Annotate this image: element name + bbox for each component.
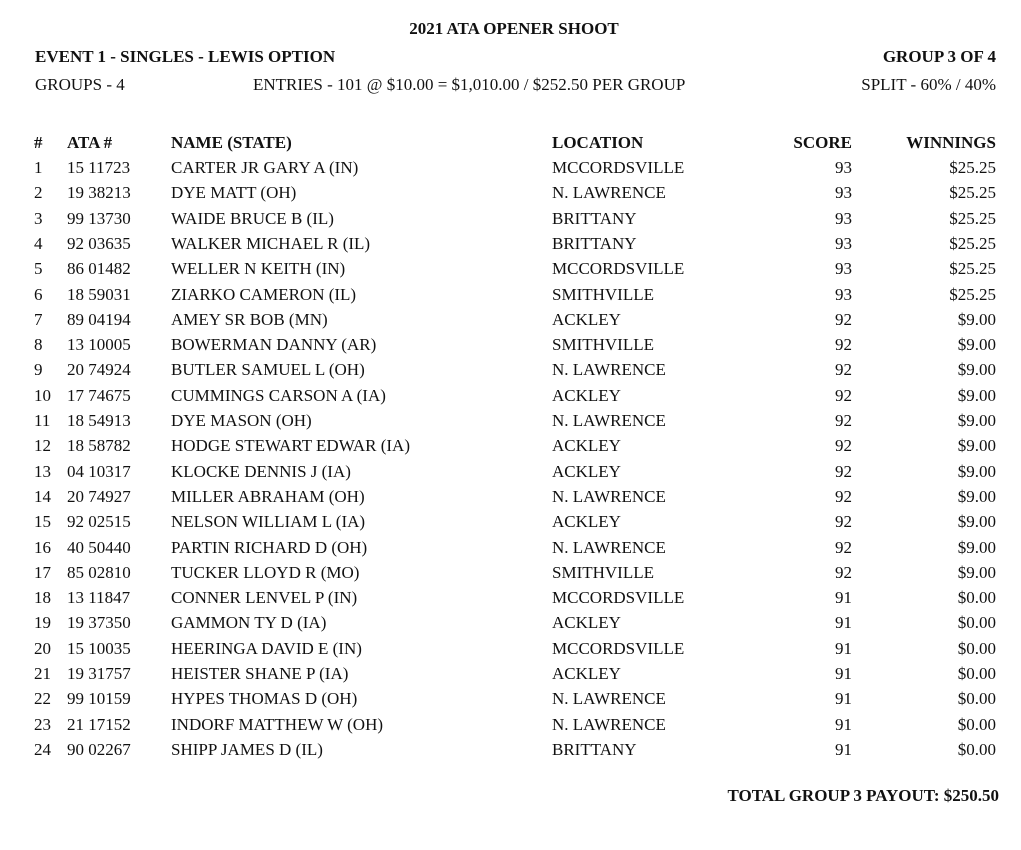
table-row <box>0 462 1021 487</box>
cell-num: 12 <box>34 436 51 456</box>
cell-score: 91 <box>835 714 852 734</box>
cell-score: 91 <box>835 613 852 633</box>
cell-winnings: $0.00 <box>957 588 996 608</box>
cell-score: 91 <box>835 638 852 658</box>
cell-winnings: $25.25 <box>949 208 996 228</box>
header-name: NAME (STATE) <box>171 133 292 152</box>
cell-location: BRITTANY <box>552 739 637 759</box>
cell-name: HEERINGA DAVID E (IN) <box>171 638 362 658</box>
cell-winnings: $9.00 <box>957 309 996 329</box>
cell-name: SHIPP JAMES D (IL) <box>171 739 323 759</box>
table-header <box>0 133 1021 158</box>
cell-num: 21 <box>34 664 51 683</box>
cell-winnings: $9.00 <box>957 411 996 430</box>
cell-name: AMEY SR BOB (MN) <box>171 309 328 329</box>
cell-location: MCCORDSVILLE <box>552 588 685 608</box>
cell-winnings: $25.25 <box>949 259 996 279</box>
cell-score: 93 <box>835 284 852 304</box>
cell-num: 6 <box>34 284 43 304</box>
table-row <box>0 689 1021 714</box>
entries-summary: ENTRIES - 101 @ $10.00 = $1,010.00 / $252.50 PER GROUP <box>253 75 686 94</box>
cell-num: 18 <box>34 588 51 608</box>
cell-ata: 20 74927 <box>67 486 131 506</box>
cell-winnings: $25.25 <box>949 183 996 203</box>
cell-location: ACKLEY <box>552 512 621 532</box>
cell-score: 92 <box>835 360 852 380</box>
cell-num: 14 <box>34 486 51 506</box>
cell-name: BUTLER SAMUEL L (OH) <box>171 360 365 380</box>
cell-location: SMITHVILLE <box>552 284 654 304</box>
cell-name: CUMMINGS CARSON A (IA) <box>171 385 386 405</box>
cell-location: N. LAWRENCE <box>552 411 666 430</box>
table-row <box>0 335 1021 360</box>
cell-ata: 92 03635 <box>67 233 131 253</box>
cell-winnings: $0.00 <box>957 613 996 633</box>
cell-location: BRITTANY <box>552 233 637 253</box>
cell-winnings: $9.00 <box>957 486 996 506</box>
header-location: LOCATION <box>552 133 644 152</box>
cell-score: 92 <box>835 486 852 506</box>
cell-location: ACKLEY <box>552 613 621 633</box>
header-winnings: WINNINGS <box>906 133 996 152</box>
cell-score: 93 <box>835 259 852 279</box>
cell-name: CARTER JR GARY A (IN) <box>171 158 359 177</box>
cell-location: MCCORDSVILLE <box>552 158 685 177</box>
cell-winnings: $9.00 <box>957 360 996 380</box>
groups-count: GROUPS - 4 <box>35 75 125 94</box>
cell-name: HEISTER SHANE P (IA) <box>171 664 349 683</box>
cell-winnings: $25.25 <box>949 158 996 177</box>
table-row <box>0 740 1021 765</box>
table-row <box>0 310 1021 335</box>
cell-ata: 89 04194 <box>67 309 131 329</box>
cell-name: KLOCKE DENNIS J (IA) <box>171 461 351 481</box>
cell-num: 1 <box>34 158 43 177</box>
cell-name: MILLER ABRAHAM (OH) <box>171 486 365 506</box>
event-title: EVENT 1 - SINGLES - LEWIS OPTION <box>35 47 336 66</box>
cell-location: N. LAWRENCE <box>552 360 666 380</box>
cell-winnings: $25.25 <box>949 284 996 304</box>
cell-name: DYE MASON (OH) <box>171 411 312 430</box>
cell-location: N. LAWRENCE <box>552 486 666 506</box>
cell-num: 19 <box>34 613 51 633</box>
table-row <box>0 664 1021 689</box>
cell-score: 92 <box>835 436 852 456</box>
cell-location: ACKLEY <box>552 664 621 683</box>
table-row <box>0 512 1021 537</box>
cell-ata: 20 74924 <box>67 360 131 380</box>
header-num: # <box>34 133 43 152</box>
cell-score: 92 <box>835 537 852 557</box>
report-title: 2021 ATA OPENER SHOOT <box>409 19 619 38</box>
cell-winnings: $9.00 <box>957 461 996 481</box>
cell-name: DYE MATT (OH) <box>171 183 297 203</box>
table-row <box>0 234 1021 259</box>
cell-num: 17 <box>34 562 51 582</box>
cell-num: 7 <box>34 309 43 329</box>
cell-winnings: $0.00 <box>957 638 996 658</box>
cell-location: N. LAWRENCE <box>552 689 666 709</box>
cell-winnings: $0.00 <box>957 739 996 759</box>
cell-winnings: $25.25 <box>949 233 996 253</box>
cell-name: TUCKER LLOYD R (MO) <box>171 562 360 582</box>
cell-num: 16 <box>34 537 51 557</box>
cell-winnings: $9.00 <box>957 537 996 557</box>
cell-winnings: $0.00 <box>957 714 996 734</box>
cell-winnings: $0.00 <box>957 664 996 683</box>
total-payout: TOTAL GROUP 3 PAYOUT: $250.50 <box>727 786 999 805</box>
cell-name: INDORF MATTHEW W (OH) <box>171 714 384 734</box>
cell-ata: 92 02515 <box>67 512 131 532</box>
cell-ata: 90 02267 <box>67 739 131 759</box>
cell-score: 92 <box>835 411 852 430</box>
cell-location: MCCORDSVILLE <box>552 259 685 279</box>
cell-ata: 19 31757 <box>67 664 131 683</box>
cell-score: 92 <box>835 512 852 532</box>
cell-num: 22 <box>34 689 51 709</box>
cell-location: SMITHVILLE <box>552 335 654 355</box>
cell-location: N. LAWRENCE <box>552 714 666 734</box>
cell-num: 11 <box>34 411 51 430</box>
cell-name: NELSON WILLIAM L (IA) <box>171 512 366 532</box>
cell-ata: 21 17152 <box>67 714 131 734</box>
cell-num: 5 <box>34 259 43 279</box>
cell-winnings: $9.00 <box>957 562 996 582</box>
cell-winnings: $9.00 <box>957 512 996 532</box>
table-row <box>0 183 1021 208</box>
cell-location: BRITTANY <box>552 208 637 228</box>
cell-name: ZIARKO CAMERON (IL) <box>171 284 357 304</box>
cell-num: 15 <box>34 512 51 532</box>
cell-score: 92 <box>835 385 852 405</box>
cell-num: 8 <box>34 335 43 355</box>
cell-winnings: $9.00 <box>957 335 996 355</box>
table-row <box>0 639 1021 664</box>
cell-score: 93 <box>835 158 852 177</box>
table-row <box>0 436 1021 461</box>
table-row <box>0 613 1021 638</box>
table-row <box>0 487 1021 512</box>
cell-num: 3 <box>34 208 43 228</box>
cell-name: CONNER LENVEL P (IN) <box>171 588 358 608</box>
cell-winnings: $9.00 <box>957 436 996 456</box>
cell-score: 91 <box>835 689 852 709</box>
table-row <box>0 563 1021 588</box>
table-row <box>0 158 1021 183</box>
cell-location: SMITHVILLE <box>552 562 654 582</box>
header-score: SCORE <box>793 133 852 152</box>
cell-score: 91 <box>835 739 852 759</box>
cell-ata: 15 10035 <box>67 638 131 658</box>
cell-ata: 40 50440 <box>67 537 131 557</box>
table-row <box>0 259 1021 284</box>
table-row <box>0 209 1021 234</box>
table-row <box>0 588 1021 613</box>
cell-name: WAIDE BRUCE B (IL) <box>171 208 334 228</box>
cell-ata: 99 13730 <box>67 208 131 228</box>
cell-ata: 18 59031 <box>67 284 131 304</box>
cell-location: MCCORDSVILLE <box>552 638 685 658</box>
cell-score: 91 <box>835 664 852 683</box>
cell-score: 93 <box>835 183 852 203</box>
cell-ata: 19 38213 <box>67 183 131 203</box>
cell-score: 92 <box>835 335 852 355</box>
cell-ata: 13 10005 <box>67 335 131 355</box>
cell-num: 24 <box>34 739 51 759</box>
cell-location: ACKLEY <box>552 461 621 481</box>
cell-ata: 04 10317 <box>67 461 131 481</box>
cell-score: 91 <box>835 588 852 608</box>
cell-score: 92 <box>835 562 852 582</box>
cell-num: 2 <box>34 183 43 203</box>
cell-ata: 99 10159 <box>67 689 131 709</box>
split-info: SPLIT - 60% / 40% <box>861 75 996 94</box>
cell-num: 9 <box>34 360 43 380</box>
cell-ata: 19 37350 <box>67 613 131 633</box>
cell-num: 20 <box>34 638 51 658</box>
table-row <box>0 360 1021 385</box>
cell-location: ACKLEY <box>552 309 621 329</box>
cell-num: 4 <box>34 233 43 253</box>
cell-name: HODGE STEWART EDWAR (IA) <box>171 436 410 456</box>
table-row <box>0 411 1021 436</box>
table-row <box>0 386 1021 411</box>
cell-winnings: $0.00 <box>957 689 996 709</box>
cell-ata: 13 11847 <box>67 588 131 608</box>
cell-ata: 86 01482 <box>67 259 131 279</box>
cell-num: 10 <box>34 385 51 405</box>
cell-name: GAMMON TY D (IA) <box>171 613 327 633</box>
table-row <box>0 538 1021 563</box>
cell-name: HYPES THOMAS D (OH) <box>171 689 358 709</box>
cell-location: ACKLEY <box>552 385 621 405</box>
cell-name: WELLER N KEITH (IN) <box>171 259 346 279</box>
cell-ata: 15 11723 <box>67 158 131 177</box>
header-ata: ATA # <box>67 133 113 152</box>
cell-ata: 18 54913 <box>67 411 131 430</box>
cell-ata: 85 02810 <box>67 562 131 582</box>
table-row <box>0 285 1021 310</box>
cell-name: WALKER MICHAEL R (IL) <box>171 233 371 253</box>
cell-num: 23 <box>34 714 51 734</box>
cell-ata: 17 74675 <box>67 385 131 405</box>
cell-score: 92 <box>835 309 852 329</box>
cell-ata: 18 58782 <box>67 436 131 456</box>
cell-name: BOWERMAN DANNY (AR) <box>171 335 377 355</box>
group-label: GROUP 3 OF 4 <box>882 47 996 66</box>
cell-score: 93 <box>835 208 852 228</box>
cell-location: N. LAWRENCE <box>552 537 666 557</box>
table-row <box>0 715 1021 740</box>
cell-location: N. LAWRENCE <box>552 183 666 203</box>
cell-name: PARTIN RICHARD D (OH) <box>171 537 368 557</box>
cell-score: 92 <box>835 461 852 481</box>
cell-location: ACKLEY <box>552 436 621 456</box>
cell-num: 13 <box>34 461 51 481</box>
cell-winnings: $9.00 <box>957 385 996 405</box>
cell-score: 93 <box>835 233 852 253</box>
